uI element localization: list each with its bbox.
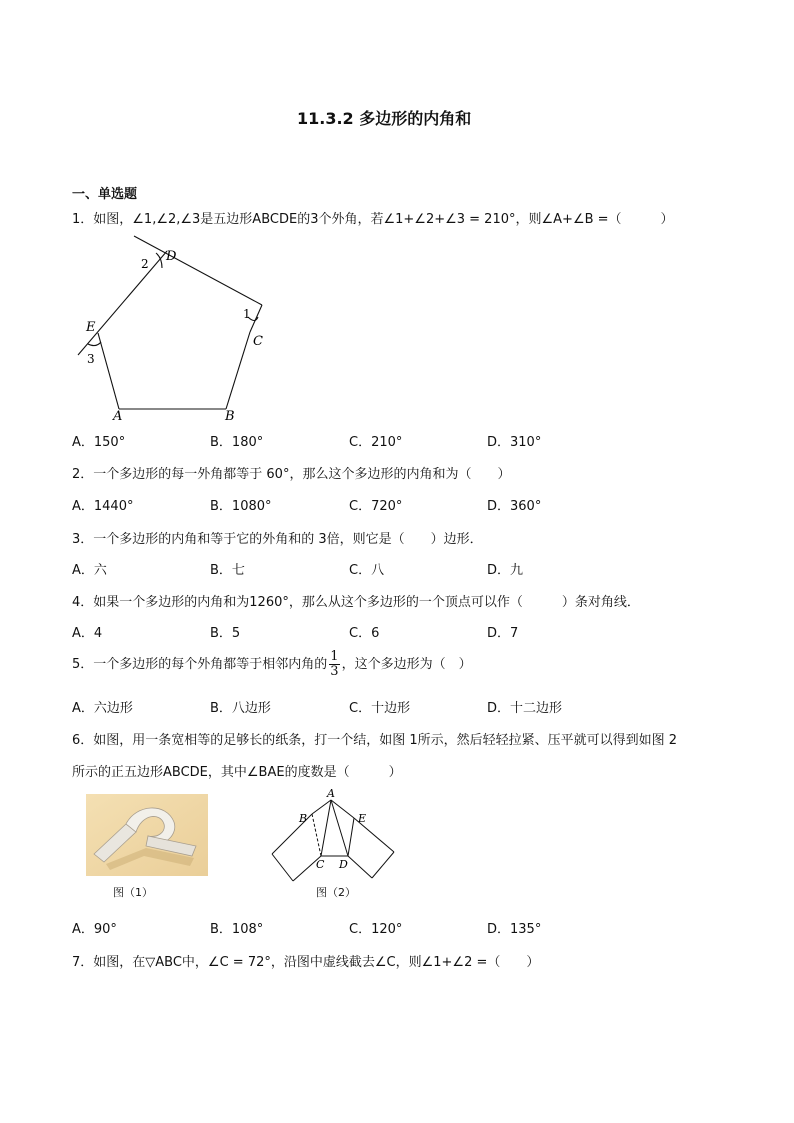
- q3-option-a: A．六: [72, 563, 107, 578]
- q3-option-c: C．八: [349, 563, 385, 578]
- right-strip-bottom: [348, 856, 372, 878]
- q5-text-before: 5．一个多边形的每个外角都等于相邻内角的: [72, 657, 328, 672]
- section-header: 一、单选题: [72, 187, 138, 202]
- edge-de-extended: [78, 251, 167, 355]
- q4-option-d: D．7: [487, 626, 519, 641]
- label-3: 3: [87, 352, 95, 366]
- question-3-text: 3．一个多边形的内角和等于它的外角和的 3倍，则它是（ ）边形．: [72, 532, 483, 547]
- q5-option-b: B．八边形: [210, 701, 271, 716]
- edge-ad: [331, 800, 348, 856]
- page-title: 11.3.2 多边形的内角和: [297, 109, 472, 128]
- figure-2-caption: 图（2）: [316, 886, 356, 899]
- label-a: A: [113, 409, 123, 422]
- q5-text-after: ，这个多边形为（ ）: [341, 657, 472, 672]
- q6-option-d: D．135°: [487, 922, 542, 937]
- arc-angle-3: [88, 342, 101, 346]
- edge-ab: [312, 800, 331, 814]
- edge-c-extension: [250, 305, 262, 332]
- pentagon-figure: [70, 232, 280, 422]
- q4-option-c: C．6: [349, 626, 380, 641]
- q2-option-c: C．720°: [349, 499, 403, 514]
- label-b: B: [225, 409, 235, 422]
- q6-option-a: A．90°: [72, 922, 117, 937]
- q5-fraction-denominator: 3: [330, 664, 339, 679]
- question-2-text: 2．一个多边形的每一外角都等于 60°，那么这个多边形的内角和为（ ）: [72, 467, 511, 482]
- label-a: A: [327, 787, 335, 800]
- q5-fraction-numerator: 1: [330, 649, 339, 664]
- right-strip-end: [372, 852, 394, 878]
- q5-option-d: D．十二边形: [487, 701, 563, 716]
- q4-option-b: B．5: [210, 626, 241, 641]
- q2-option-b: B．1080°: [210, 499, 272, 514]
- q1-option-a: A．150°: [72, 435, 126, 450]
- left-strip-end: [272, 854, 293, 881]
- q1-option-d: D．310°: [487, 435, 542, 450]
- edge-bc: [226, 332, 250, 409]
- q5-option-c: C．十边形: [349, 701, 411, 716]
- figure-1-caption: 图（1）: [113, 886, 153, 899]
- label-c: C: [253, 334, 263, 349]
- folded-pentagon-figure: [266, 786, 396, 884]
- label-1: 1: [243, 307, 251, 321]
- question-4-text: 4．如果一个多边形的内角和为1260°，那么从这个多边形的一个顶点可以作（ ）条对角线．: [72, 595, 640, 610]
- q6-option-b: B．108°: [210, 922, 264, 937]
- knot-photo: [86, 794, 208, 876]
- question-7-text: 7．如图，在▽ABC中，∠C = 72°，沿图中虚线截去∠C，则∠1+∠2 =（ ）: [72, 955, 540, 970]
- edge-ea: [98, 333, 119, 409]
- q2-option-d: D．360°: [487, 499, 542, 514]
- edge-de: [348, 818, 354, 856]
- q6-option-c: C．120°: [349, 922, 403, 937]
- label-d: D: [339, 858, 348, 871]
- q1-option-c: C．210°: [349, 435, 403, 450]
- label-b: B: [299, 812, 308, 825]
- q4-option-a: A．4: [72, 626, 103, 641]
- edge-bc-dashed: [312, 814, 321, 856]
- label-d: D: [166, 249, 177, 264]
- edge-ae: [331, 800, 354, 818]
- edge-ac: [321, 800, 331, 856]
- q2-option-a: A．1440°: [72, 499, 134, 514]
- q3-option-b: B．七: [210, 563, 245, 578]
- label-2: 2: [141, 257, 149, 271]
- question-6-line-2: 所示的正五边形ABCDE，其中∠BAE的度数是（ ）: [72, 765, 402, 780]
- q3-option-d: D．九: [487, 563, 524, 578]
- q1-option-b: B．180°: [210, 435, 264, 450]
- label-c: C: [316, 858, 325, 871]
- q5-option-a: A．六边形: [72, 701, 133, 716]
- question-6-line-1: 6．如图，用一条宽相等的足够长的纸条，打一个结，如图 1所示，然后轻轻拉紧、压平就可以得到如图 2: [72, 733, 678, 748]
- question-5-text: [72, 650, 472, 679]
- label-e: E: [358, 812, 367, 825]
- label-e: E: [86, 320, 96, 335]
- question-1-text: 1．如图，∠1,∠2,∠3是五边形ABCDE的3个外角，若∠1+∠2+∠3 = 210°，则∠A+∠B =（ ）: [72, 212, 674, 227]
- q5-fraction: [329, 650, 339, 679]
- edge-cd-extended: [134, 236, 262, 305]
